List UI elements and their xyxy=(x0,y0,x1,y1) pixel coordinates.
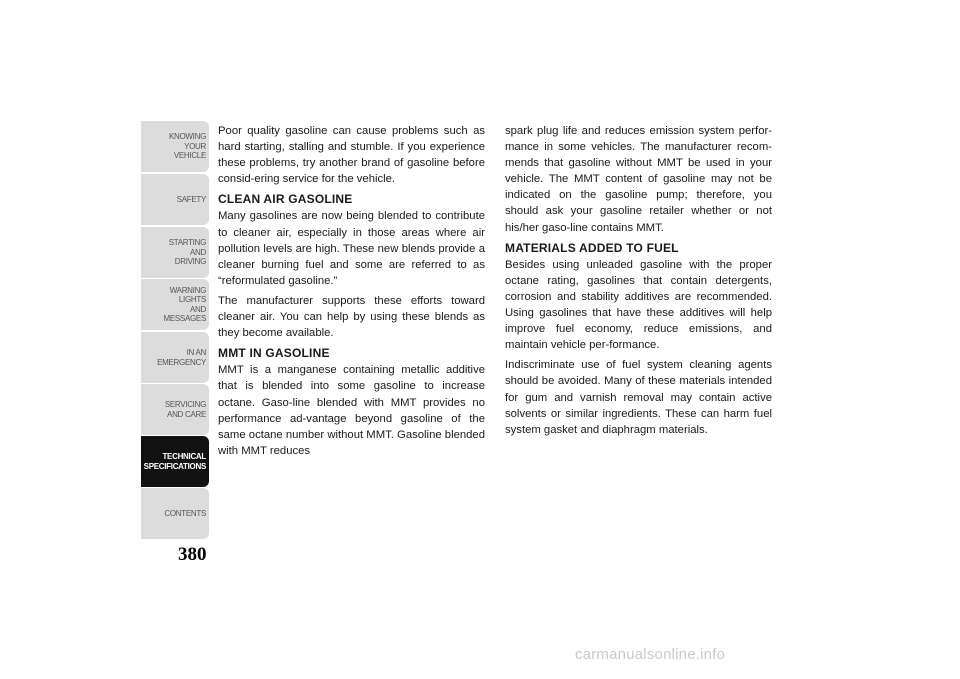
tab-knowing-your-vehicle[interactable]: KNOWING YOUR VEHICLE xyxy=(141,121,209,172)
right-column xyxy=(505,123,772,442)
tab-safety[interactable]: SAFETY xyxy=(141,174,209,225)
materials-paragraph-1: Besides using unleaded gasoline with the proper octane rating, gasolines that contain detergents, corrosion and stability additives are recommended. Using gasolines that have these additives will help improve fuel economy, reduce emissions, and maintain vehicle per-formance. xyxy=(505,258,772,352)
tab-contents[interactable]: CONTENTS xyxy=(141,488,209,539)
tab-warning-lights-and-messages[interactable]: WARNING LIGHTS AND MESSAGES xyxy=(141,279,209,330)
mmt-continued-paragraph: spark plug life and reduces emission system perfor-mance in some vehicles. The manufacturer recom-mends that gasoline without MMT be used in your vehicle. The MMT content of gasoline may not be indicated on the gasoline pump; therefore, you should ask your gasoline retailer whether or not his/her gaso-line contains MMT. xyxy=(505,125,772,234)
clean-air-paragraph-1: Many gasolines are now being blended to contribute to cleaner air, especially in those areas where air pollution levels are high. These new blends provide a cleaner burning fuel and some are referred to as “reformulated gasoline.” xyxy=(218,210,485,287)
clean-air-paragraph-2: The manufacturer supports these efforts toward cleaner air. You can help by using these blends as they become available. xyxy=(218,294,485,340)
materials-paragraph-2: Indiscriminate use of fuel system cleaning agents should be avoided. Many of these materials intended for gum and varnish removal may contain active solvents or similar ingredients. These can harm fuel system gasket and diaphragm materials. xyxy=(505,359,772,436)
left-column xyxy=(218,123,485,463)
watermark: carmanualsonline.info xyxy=(575,646,726,663)
tab-in-an-emergency[interactable]: IN AN EMERGENCY xyxy=(141,332,209,383)
page-number: 380 xyxy=(178,544,207,565)
tab-technical-specifications[interactable]: TECHNICAL SPECIFICATIONS xyxy=(141,436,209,487)
tab-servicing-and-care[interactable]: SERVICING AND CARE xyxy=(141,384,209,435)
tab-starting-and-driving[interactable]: STARTING AND DRIVING xyxy=(141,227,209,278)
intro-paragraph: Poor quality gasoline can cause problems such as hard starting, stalling and stumble. If you experience these problems, try another brand of gasoline before consid-ering service for the vehicle. xyxy=(218,125,485,186)
materials-heading: MATERIALS ADDED TO FUEL xyxy=(505,240,679,255)
clean-air-heading: CLEAN AIR GASOLINE xyxy=(218,192,353,207)
mmt-paragraph: MMT is a manganese containing metallic additive that is blended into some gasoline to increase octane. Gaso-line blended with MMT provides no performance ad-vantage beyond gasoline of the same octane number without MMT. Gasoline blended with MMT reduces xyxy=(218,364,485,457)
mmt-heading: MMT IN GASOLINE xyxy=(218,346,330,361)
